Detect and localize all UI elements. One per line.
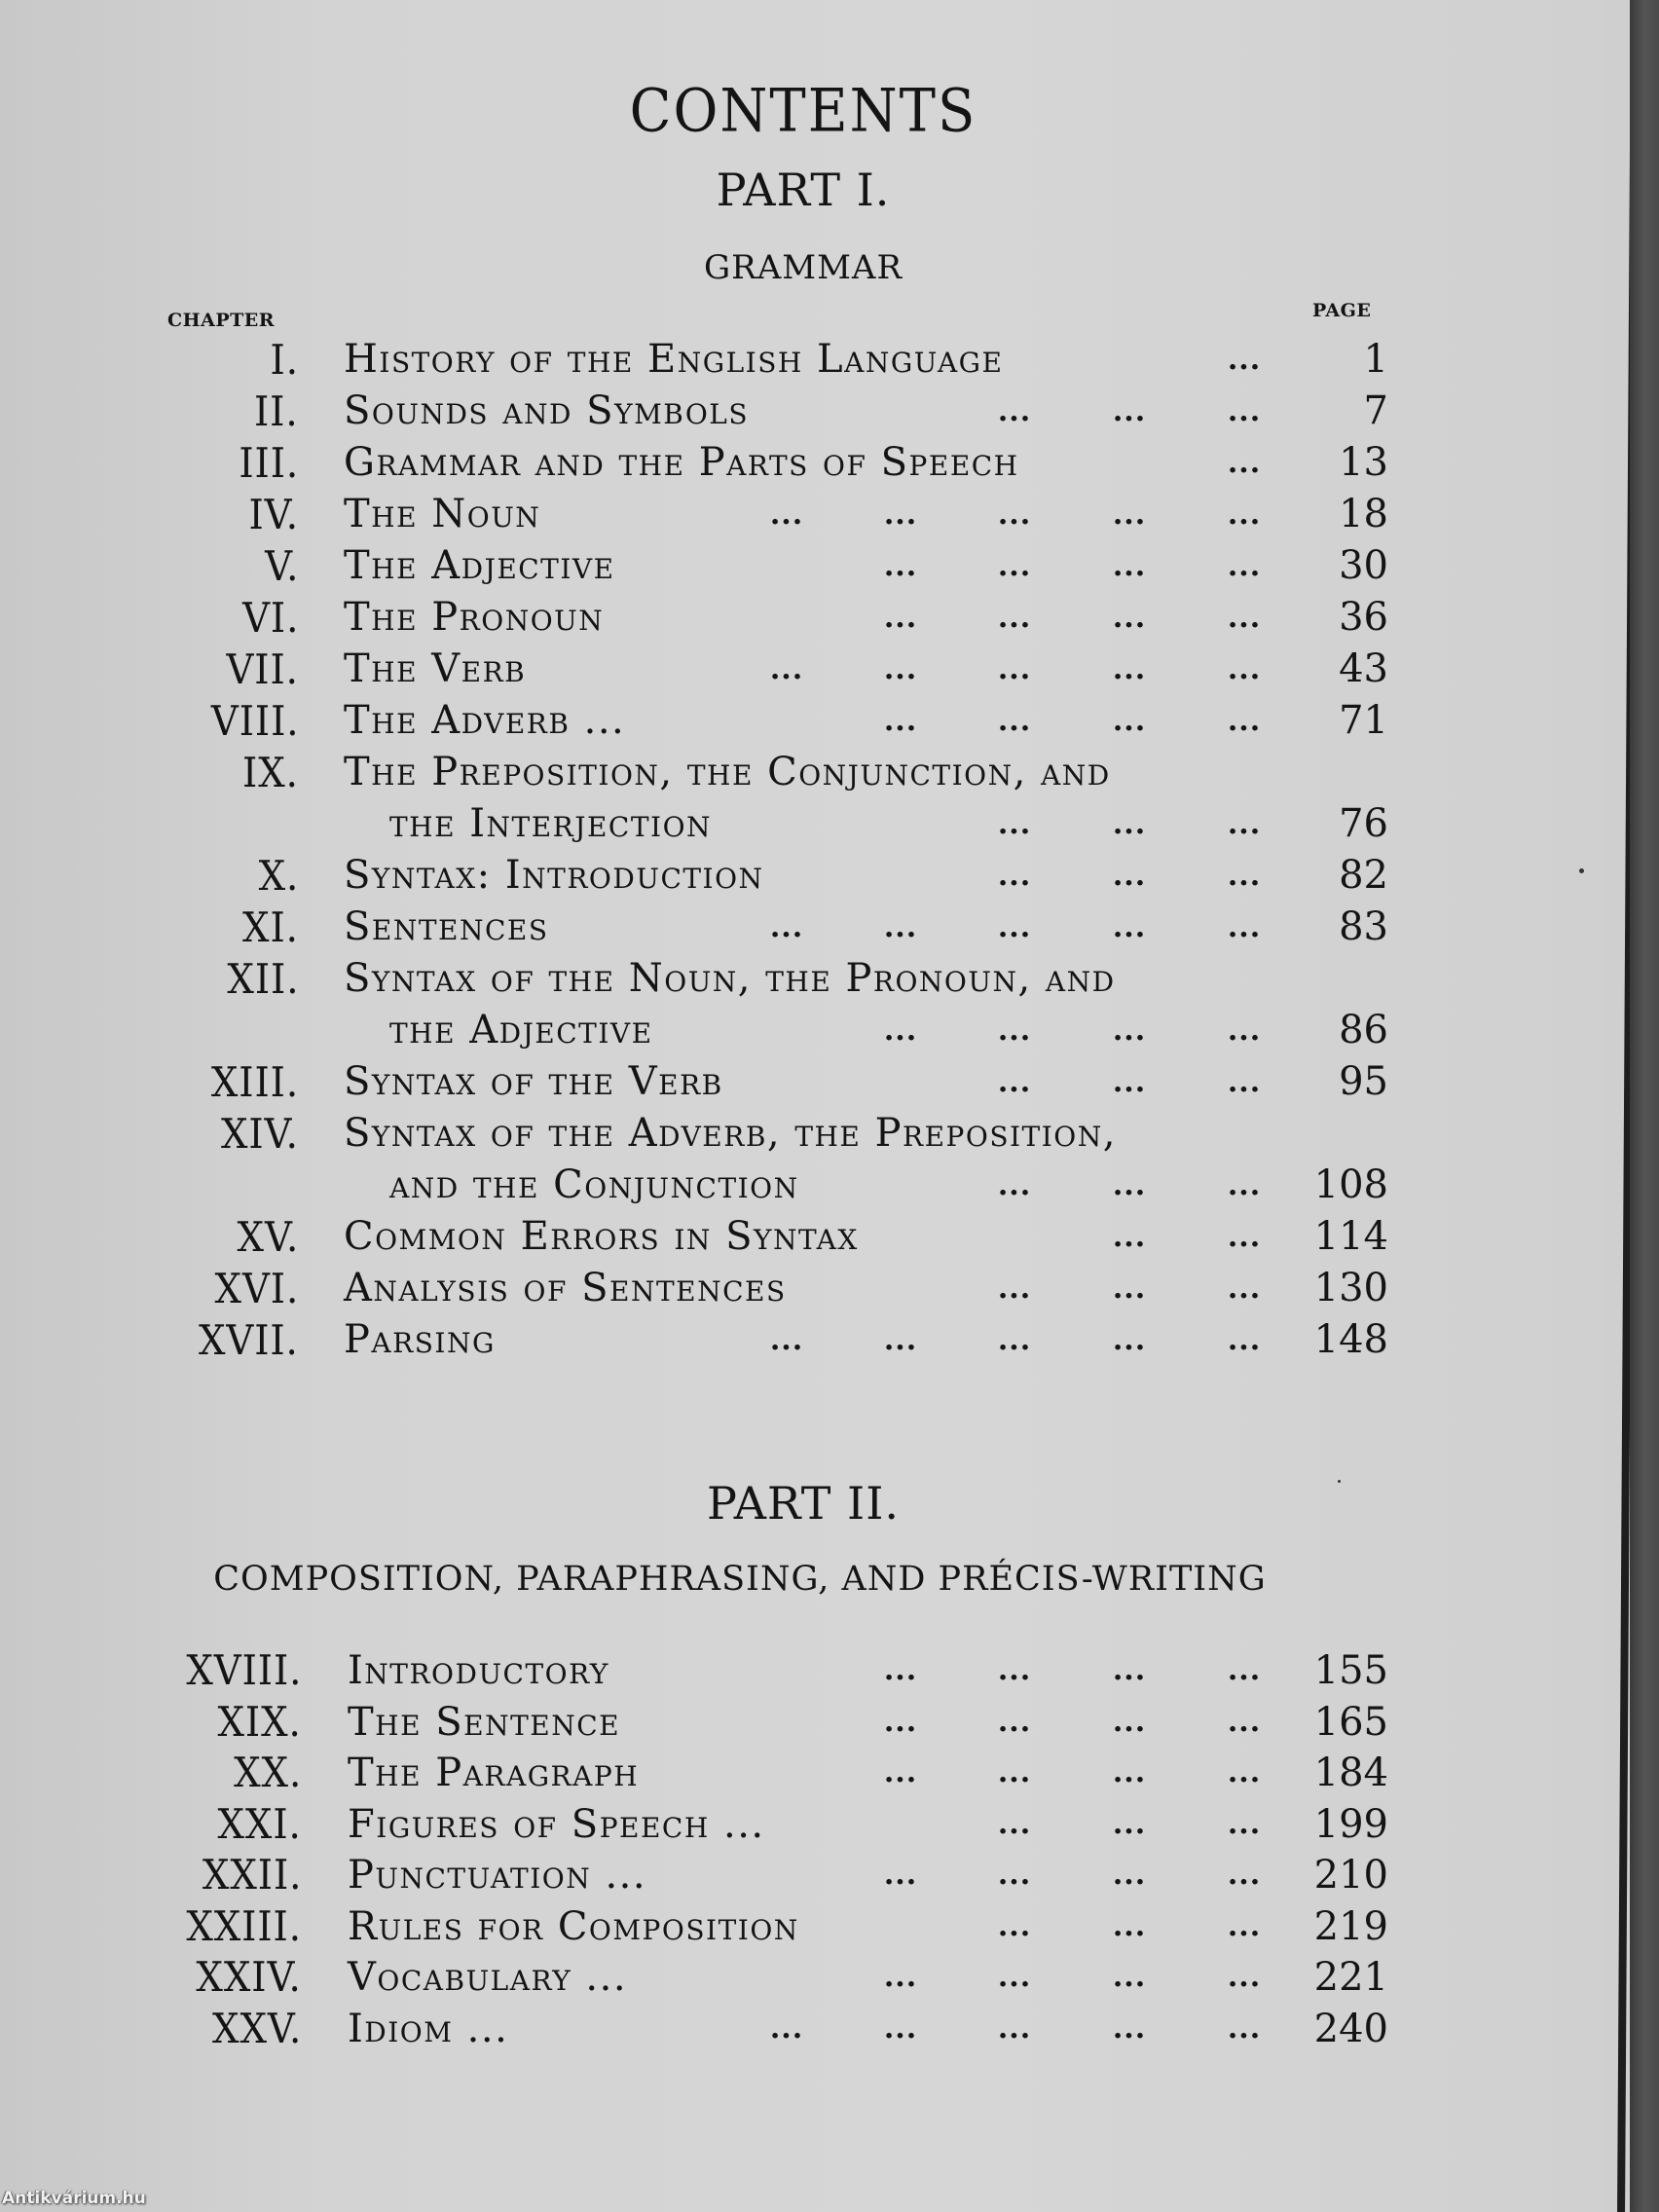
page-number: 76 bbox=[1339, 801, 1388, 846]
dot-leader: ... bbox=[1112, 1323, 1147, 1357]
page-number: 155 bbox=[1313, 1648, 1388, 1693]
dot-leader: ... bbox=[1227, 1908, 1262, 1943]
page-number: 221 bbox=[1313, 1955, 1388, 2000]
dot-leader: ... bbox=[883, 1014, 918, 1048]
chapter-title: Parsing bbox=[344, 1317, 496, 1362]
chapter-title-continuation: the Adjective bbox=[389, 1008, 653, 1052]
dot-leader: ... bbox=[997, 1755, 1032, 1789]
page-number: 82 bbox=[1339, 853, 1388, 898]
dot-leader: ... bbox=[1227, 498, 1262, 532]
dot-leader: ... bbox=[997, 704, 1032, 738]
dot-leader: ... bbox=[997, 1014, 1032, 1048]
dot-leader: ... bbox=[1227, 1220, 1262, 1254]
chapter-title: Sounds and Symbols bbox=[344, 388, 750, 433]
dot-leader: ... bbox=[883, 1858, 918, 1892]
dot-leader: ... bbox=[997, 1908, 1032, 1943]
dot-leader: ... bbox=[883, 2010, 918, 2046]
dot-leader: ... bbox=[997, 1858, 1032, 1892]
chapter-numeral: VIII. bbox=[210, 697, 299, 745]
part-one-section-title: GRAMMAR bbox=[703, 248, 903, 287]
chapter-title: Syntax of the Verb bbox=[344, 1059, 723, 1104]
dot-leader: ... bbox=[1112, 1755, 1147, 1789]
part-two-toc-list bbox=[0, 1645, 1606, 2054]
dot-leader: ... bbox=[1227, 343, 1262, 377]
dot-leader: ... bbox=[1227, 1323, 1262, 1357]
dot-leader: ... bbox=[1227, 704, 1262, 738]
chapter-numeral: XXII. bbox=[202, 1851, 302, 1899]
dot-leader: ... bbox=[1227, 1272, 1262, 1306]
chapter-numeral: XVIII. bbox=[185, 1646, 302, 1694]
dot-leader: ... bbox=[883, 1755, 918, 1789]
dot-leader: ... bbox=[1227, 549, 1262, 583]
chapter-title-continuation: the Interjection bbox=[389, 801, 713, 846]
dot-leader: ... bbox=[1227, 1653, 1262, 1687]
dot-leader: ... bbox=[1112, 1653, 1147, 1687]
chapter-title: Grammar and the Parts of Speech bbox=[344, 440, 1019, 485]
dot-leader: ... bbox=[769, 910, 804, 944]
chapter-title: The Noun bbox=[344, 492, 541, 536]
dot-leader: ... bbox=[1227, 394, 1262, 428]
chapter-column-label: CHAPTER bbox=[167, 310, 276, 331]
part-two-heading: PART II. bbox=[706, 1477, 901, 1530]
dot-leader: ... bbox=[997, 601, 1032, 635]
page-number: 30 bbox=[1339, 543, 1388, 588]
dot-leader: ... bbox=[997, 910, 1032, 944]
chapter-numeral: XV. bbox=[237, 1213, 299, 1261]
dot-leader: ... bbox=[769, 2010, 804, 2046]
dot-leader: ... bbox=[997, 1168, 1032, 1202]
toc-entry-row bbox=[0, 1056, 1606, 1108]
part-one-toc-list bbox=[0, 334, 1606, 1366]
watermark: Antikvárium.hu bbox=[2, 2189, 146, 2208]
dot-leader: ... bbox=[1112, 652, 1147, 686]
dot-leader: ... bbox=[1227, 1065, 1262, 1099]
chapter-title: The Pronoun bbox=[344, 595, 605, 640]
chapter-title: Rules for Composition bbox=[348, 1903, 799, 1949]
dot-leader: ... bbox=[997, 1653, 1032, 1687]
dot-leader: ... bbox=[1112, 1272, 1147, 1306]
dot-leader: ... bbox=[883, 1960, 918, 1994]
dot-leader: ... bbox=[997, 1806, 1032, 1841]
dot-leader: ... bbox=[997, 1323, 1032, 1357]
dot-leader: ... bbox=[997, 1704, 1032, 1739]
page-number: 95 bbox=[1339, 1059, 1388, 1104]
page-number: 13 bbox=[1339, 440, 1388, 485]
page-number: 1 bbox=[1363, 337, 1388, 382]
chapter-title: Common Errors in Syntax bbox=[344, 1214, 859, 1259]
chapter-title: Syntax of the Adverb, the Preposition, bbox=[344, 1111, 1117, 1156]
dot-leader: ... bbox=[883, 910, 918, 944]
dot-leader: ... bbox=[769, 498, 804, 532]
toc-entry-row bbox=[0, 1211, 1606, 1263]
page-number: 86 bbox=[1339, 1008, 1388, 1052]
dot-leader: ... bbox=[883, 652, 918, 686]
page-number: 165 bbox=[1313, 1699, 1388, 1745]
chapter-numeral: VII. bbox=[226, 645, 299, 693]
page-number: 18 bbox=[1339, 492, 1388, 536]
page-number: 219 bbox=[1313, 1903, 1388, 1949]
chapter-numeral: XXI. bbox=[217, 1799, 302, 1848]
dot-leader: ... bbox=[883, 498, 918, 532]
dot-leader: ... bbox=[883, 1323, 918, 1357]
toc-entry-row bbox=[0, 386, 1606, 437]
toc-entry-row bbox=[0, 850, 1606, 902]
toc-entry-row bbox=[0, 1108, 1606, 1160]
toc-entry-row bbox=[0, 1952, 1606, 2004]
chapter-numeral: III. bbox=[239, 439, 299, 487]
chapter-numeral: XXIV. bbox=[196, 1953, 302, 2001]
dot-leader: ... bbox=[1112, 394, 1147, 428]
chapter-numeral: XI. bbox=[242, 903, 299, 951]
toc-entry-row bbox=[0, 1314, 1606, 1366]
dot-leader: ... bbox=[1227, 446, 1262, 480]
dot-leader: ... bbox=[997, 498, 1032, 532]
page-number: 36 bbox=[1339, 595, 1388, 640]
chapter-numeral: XXV. bbox=[211, 2004, 302, 2052]
dot-leader: ... bbox=[883, 704, 918, 738]
toc-entry-row bbox=[0, 798, 1606, 850]
dot-leader: ... bbox=[1227, 1806, 1262, 1841]
dot-leader: ... bbox=[1112, 1908, 1147, 1943]
page-number: 7 bbox=[1363, 388, 1388, 433]
dot-leader: ... bbox=[769, 652, 804, 686]
dot-leader: ... bbox=[997, 1065, 1032, 1099]
part-two-section-title: COMPOSITION, PARAPHRASING, AND PRÉCIS-WRITING bbox=[213, 1560, 1267, 1599]
toc-entry-row bbox=[0, 489, 1606, 540]
chapter-title: Syntax: Introduction bbox=[344, 853, 764, 898]
dot-leader: ... bbox=[1112, 2010, 1147, 2046]
dot-leader: ... bbox=[1112, 1065, 1147, 1099]
page-number: 240 bbox=[1313, 2006, 1388, 2051]
toc-entry-row bbox=[0, 1160, 1606, 1211]
chapter-numeral: IX. bbox=[242, 749, 299, 796]
page-number: 210 bbox=[1313, 1853, 1388, 1898]
chapter-numeral: VI. bbox=[241, 594, 299, 642]
chapter-numeral: XIV. bbox=[221, 1110, 299, 1158]
dot-leader: ... bbox=[997, 549, 1032, 583]
dot-leader: ... bbox=[1227, 1014, 1262, 1048]
toc-entry-row bbox=[0, 540, 1606, 592]
toc-entry-row bbox=[0, 1850, 1606, 1901]
chapter-title: Sentences bbox=[344, 904, 549, 949]
toc-entry-row bbox=[0, 1748, 1606, 1799]
dot-leader: ... bbox=[1112, 1704, 1147, 1739]
toc-entry-row bbox=[0, 1005, 1606, 1056]
chapter-title: History of the English Language bbox=[344, 337, 1004, 382]
part-one-heading: PART I. bbox=[716, 164, 891, 216]
dot-leader: ... bbox=[1112, 1168, 1147, 1202]
page-number: 71 bbox=[1339, 698, 1388, 743]
chapter-title: The Adverb ... bbox=[344, 698, 626, 743]
chapter-numeral: V. bbox=[264, 542, 299, 590]
toc-entry-row bbox=[0, 2004, 1606, 2055]
toc-entry-row bbox=[0, 1799, 1606, 1851]
toc-entry-row bbox=[0, 334, 1606, 386]
dot-leader: ... bbox=[1227, 807, 1262, 841]
chapter-numeral: XIX. bbox=[217, 1697, 302, 1746]
dot-leader: ... bbox=[997, 807, 1032, 841]
chapter-numeral: IV. bbox=[248, 491, 299, 538]
toc-entry-row bbox=[0, 902, 1606, 953]
dot-leader: ... bbox=[769, 1323, 804, 1357]
dot-leader: ... bbox=[1227, 910, 1262, 944]
chapter-title: Idiom ... bbox=[348, 2006, 509, 2051]
dot-leader: ... bbox=[1227, 1168, 1262, 1202]
chapter-title: The Adjective bbox=[344, 543, 615, 588]
page-number: 83 bbox=[1339, 904, 1388, 949]
dot-leader: ... bbox=[1227, 652, 1262, 686]
dot-leader: ... bbox=[1112, 1960, 1147, 1994]
chapter-title: Punctuation ... bbox=[348, 1853, 647, 1898]
page-column-label: PAGE bbox=[1312, 300, 1372, 321]
dot-leader: ... bbox=[1112, 704, 1147, 738]
chapter-numeral: XVII. bbox=[199, 1316, 299, 1364]
dot-leader: ... bbox=[997, 652, 1032, 686]
chapter-title-continuation: and the Conjunction bbox=[389, 1162, 799, 1207]
dot-leader: ... bbox=[1112, 910, 1147, 944]
chapter-numeral: X. bbox=[258, 852, 299, 900]
dot-leader: ... bbox=[1227, 1704, 1262, 1739]
chapter-numeral: XXIII. bbox=[186, 1901, 302, 1950]
chapter-numeral: XIII. bbox=[210, 1058, 299, 1106]
chapter-title: The Preposition, the Conjunction, and bbox=[344, 750, 1111, 794]
chapter-title: The Verb bbox=[344, 646, 527, 691]
page-number: 199 bbox=[1313, 1801, 1388, 1847]
dot-leader: ... bbox=[1227, 601, 1262, 635]
page-number: 43 bbox=[1339, 646, 1388, 691]
chapter-title: The Sentence bbox=[348, 1699, 621, 1745]
page-number: 108 bbox=[1313, 1162, 1388, 1207]
page-number: 114 bbox=[1313, 1214, 1388, 1259]
chapter-title: Syntax of the Noun, the Pronoun, and bbox=[344, 956, 1116, 1001]
dot-leader: ... bbox=[997, 859, 1032, 893]
toc-entry-row bbox=[0, 953, 1606, 1005]
dot-leader: ... bbox=[1227, 1858, 1262, 1892]
dot-leader: ... bbox=[883, 601, 918, 635]
dot-leader: ... bbox=[1227, 859, 1262, 893]
dot-leader: ... bbox=[997, 1272, 1032, 1306]
dot-leader: ... bbox=[997, 2010, 1032, 2046]
chapter-title: Analysis of Sentences bbox=[344, 1266, 787, 1310]
dot-leader: ... bbox=[883, 1704, 918, 1739]
dot-leader: ... bbox=[1227, 2010, 1262, 2046]
chapter-numeral: XII. bbox=[226, 955, 299, 1003]
toc-entry-row bbox=[0, 1697, 1606, 1749]
dot-leader: ... bbox=[1112, 1806, 1147, 1841]
dot-leader: ... bbox=[997, 1960, 1032, 1994]
dot-leader: ... bbox=[997, 394, 1032, 428]
dot-leader: ... bbox=[883, 1653, 918, 1687]
page-number: 184 bbox=[1313, 1751, 1388, 1795]
dot-leader: ... bbox=[883, 549, 918, 583]
dot-leader: ... bbox=[1112, 859, 1147, 893]
dot-leader: ... bbox=[1227, 1755, 1262, 1789]
chapter-title: Introductory bbox=[348, 1648, 609, 1693]
page-number: 130 bbox=[1313, 1266, 1388, 1310]
toc-entry-row bbox=[0, 1901, 1606, 1953]
page-title: CONTENTS bbox=[629, 77, 977, 146]
dot-leader: ... bbox=[1112, 498, 1147, 532]
chapter-numeral: I. bbox=[270, 336, 299, 384]
dot-leader: ... bbox=[1112, 601, 1147, 635]
toc-entry-row bbox=[0, 1645, 1606, 1697]
toc-entry-row bbox=[0, 1263, 1606, 1314]
toc-entry-row bbox=[0, 644, 1606, 695]
dot-leader: ... bbox=[1112, 1858, 1147, 1892]
dot-leader: ... bbox=[1112, 1014, 1147, 1048]
toc-entry-row bbox=[0, 747, 1606, 798]
dot-leader: ... bbox=[1112, 549, 1147, 583]
chapter-title: The Paragraph bbox=[348, 1751, 640, 1795]
dot-leader: ... bbox=[1112, 807, 1147, 841]
page-number: 148 bbox=[1313, 1317, 1388, 1362]
toc-entry-row bbox=[0, 592, 1606, 644]
dot-leader: ... bbox=[1112, 1220, 1147, 1254]
chapter-numeral: II. bbox=[254, 387, 299, 435]
chapter-numeral: XVI. bbox=[214, 1265, 299, 1312]
toc-entry-row bbox=[0, 695, 1606, 747]
dot-leader: ... bbox=[1227, 1960, 1262, 1994]
toc-entry-row bbox=[0, 437, 1606, 489]
chapter-numeral: XX. bbox=[233, 1749, 302, 1796]
chapter-title: Figures of Speech ... bbox=[348, 1801, 765, 1847]
book-spine bbox=[1630, 0, 1659, 2212]
chapter-title: Vocabulary ... bbox=[348, 1955, 628, 2000]
